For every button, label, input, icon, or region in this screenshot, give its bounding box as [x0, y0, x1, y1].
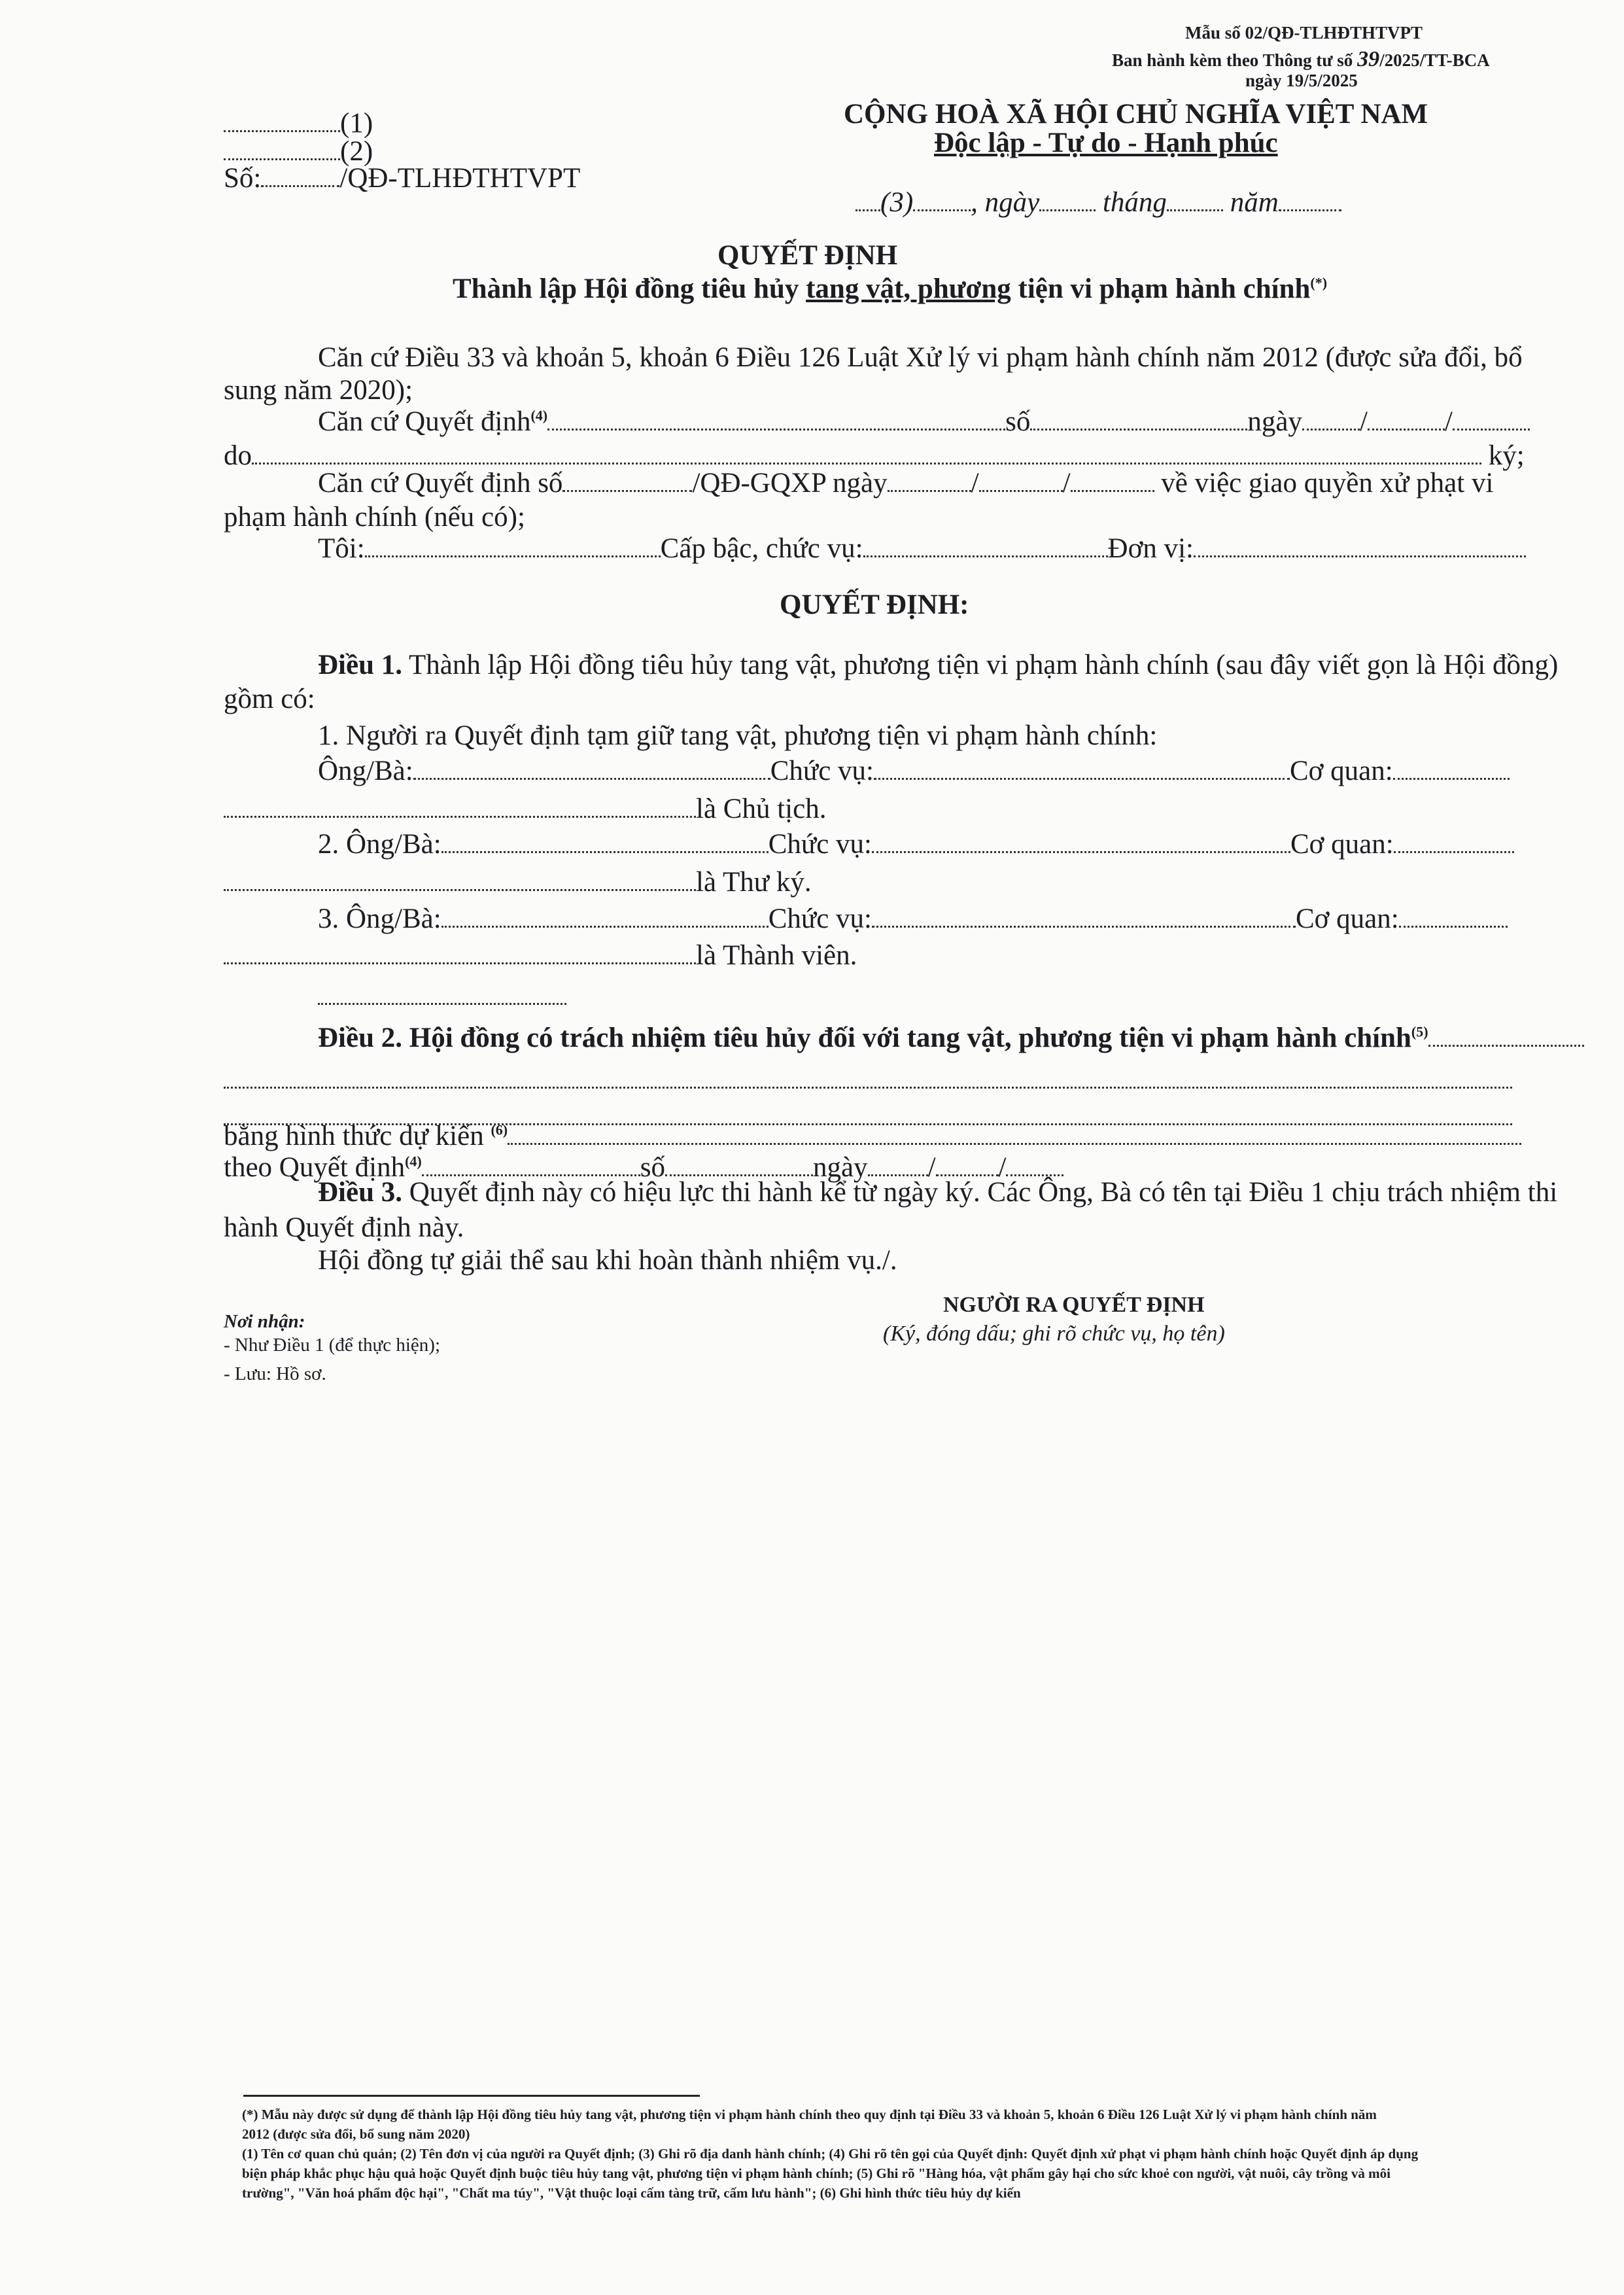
footnote-line-4: biện pháp khắc phục hậu quả hoặc Quyết định buộc tiêu hủy tang vật, phương tiện vi phạm hành chính; (5) Ghi rõ "Hàng hóa, vật phẩm gây hại cho sức khoẻ con người, vật nuôi, cây trồng và môi — [242, 2165, 1391, 2181]
member-1-row: Ông/Bà: Chức vụ: Cơ quan: — [318, 754, 1510, 789]
national-title: CỘNG HOÀ XÃ HỘI CHỦ NGHĨA VIỆT NAM — [844, 99, 1428, 130]
decide-heading: QUYẾT ĐỊNH: — [780, 589, 969, 620]
footnote-separator — [243, 2095, 700, 2097]
handwritten-number: 39 — [1357, 47, 1380, 71]
footnote-line-1: (*) Mẫu này được sử dụng để thành lập Hội đồng tiêu hủy tang vật, phương tiện vi phạm hành chính theo quy định tại Điều 33 và khoản 5, khoản 6 Điều 126 Luật Xử lý vi phạm hành chính năm — [242, 2107, 1377, 2122]
decision-subtitle: Thành lập Hội đồng tiêu hủy tang vật, phương tiện vi phạm hành chính(*) — [453, 273, 1328, 304]
recipients-title: Nơi nhận: — [224, 1311, 305, 1332]
basis-law-line-1: Căn cứ Điều 33 và khoản 5, khoản 6 Điều 126 Luật Xử lý vi phạm hành chính năm 2012 (được sửa đổi, bổ — [318, 342, 1523, 373]
basis-delegation-field: Căn cứ Quyết định số /QĐ-GQXP ngày / / về việc giao quyền xử phạt vi — [318, 468, 1494, 499]
signer-title: NGƯỜI RA QUYẾT ĐỊNH — [943, 1293, 1205, 1317]
basis-delegation-line-2: phạm hành chính (nếu có); — [224, 502, 525, 533]
member-2-row: 2. Ông/Bà: Chức vụ: Cơ quan: — [318, 827, 1514, 862]
additional-member-line — [318, 979, 566, 1014]
national-motto: Độc lập - Tự do - Hạnh phúc — [934, 128, 1278, 158]
issuing-date: ngày 19/5/2025 — [1245, 71, 1358, 90]
issuer-info-line: Tôi: Cấp bậc, chức vụ: Đơn vị: — [318, 531, 1526, 567]
form-number: Mẫu số 02/QĐ-TLHĐTHTVPT — [1185, 23, 1423, 43]
footnote-line-2: 2012 (được sửa đổi, bổ sung năm 2020) — [242, 2126, 470, 2142]
article-1-item-1: 1. Người ra Quyết định tạm giữ tang vật, phương tiện vi phạm hành chính: — [318, 720, 1158, 751]
article-3-line-2: hành Quyết định này. — [224, 1212, 464, 1243]
article-2-blank-line — [224, 1062, 1512, 1098]
article-3-line-1: Điều 3. Quyết định này có hiệu lực thi hành kể từ ngày ký. Các Ông, Bà có tên tại Điều 1 chịu trách nhiệm thi — [318, 1177, 1558, 1208]
member-3-row: 3. Ông/Bà: Chức vụ: Cơ quan: — [318, 902, 1508, 937]
article-2-decision-ref: theo Quyết định$^{(4)}$ số ngày / / — [224, 1150, 1063, 1185]
destruction-method-field: bằng hình thức dự kiến $^{(6)}$ — [224, 1119, 1521, 1154]
agency-line-2: (2) — [224, 134, 373, 169]
article-3-dissolve: Hội đồng tự giải thể sau khi hoàn thành nhiệm vụ./. — [318, 1245, 897, 1276]
footnote-line-3: (1) Tên cơ quan chủ quản; (2) Tên đơn vị của người ra Quyết định; (3) Ghi rõ địa danh hành chính; (4) Ghi rõ tên gọi của Quyết định: Quyết định xử phạt vi phạm hành chính hoặc Quyết định áp dụng — [242, 2146, 1419, 2162]
member-2-role: là Thư ký. — [224, 865, 812, 900]
member-3-role: là Thành viên. — [224, 938, 857, 973]
decision-title: QUYẾT ĐỊNH — [717, 240, 898, 271]
footnote-line-5: trường", "Văn hoá phẩm độc hại", "Chất ma túy", "Vật thuộc loại cấm tàng trữ, cấm lưu hành"; (6) Ghi hình thức tiêu hủy dự kiến — [242, 2185, 1021, 2201]
recipient-item-2: - Lưu: Hồ sơ. — [224, 1363, 326, 1384]
basis-decision-signer: do ký; — [224, 440, 1525, 471]
place-date-line: (3) , ngày tháng năm — [855, 185, 1341, 220]
recipient-item-1: - Như Điều 1 (để thực hiện); — [224, 1335, 441, 1356]
article-1-line-2: gồm có: — [224, 684, 315, 714]
signer-note: (Ký, đóng dấu; ghi rõ chức vụ, họ tên) — [883, 1322, 1225, 1346]
basis-decision-field: Căn cứ Quyết định$^{(4)}$ số ngày / / — [318, 404, 1530, 440]
article-1-line-1: Điều 1. Thành lập Hội đồng tiêu hủy tang vật, phương tiện vi phạm hành chính (sau đây viết gọn là Hội đồng) — [318, 650, 1559, 680]
basis-law-line-2: sung năm 2020); — [224, 375, 413, 406]
member-1-role: là Chủ tịch. — [224, 792, 826, 827]
issuing-circular: Ban hành kèm theo Thông tư số 39/2025/TT-BCA — [1112, 47, 1490, 71]
agency-line-1: (1) — [224, 106, 373, 141]
article-2-line-1: Điều 2. Hội đồng có trách nhiệm tiêu hủy đối với tang vật, phương tiện vi phạm hành chính$^{(5)}$ — [318, 1021, 1584, 1056]
document-number: Số: /QĐ-TLHĐTHTVPT — [224, 163, 581, 194]
